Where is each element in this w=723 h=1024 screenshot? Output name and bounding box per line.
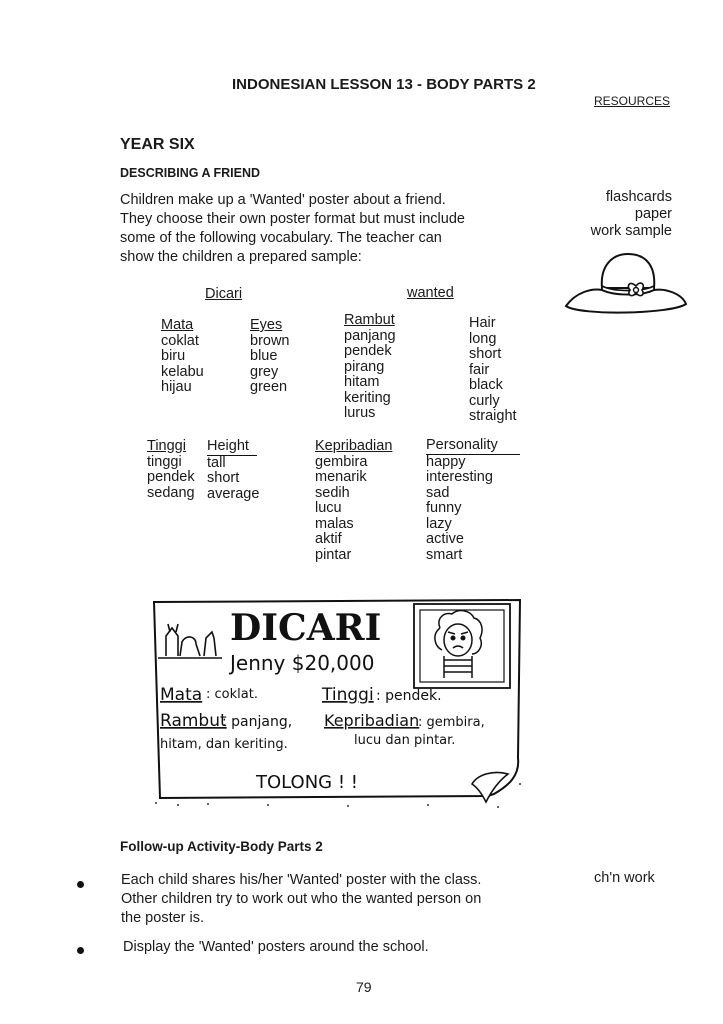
vocab-height-column: [207, 439, 259, 502]
poster-rambut-label: Rambut: [160, 711, 227, 731]
vocab-word: straight: [469, 408, 517, 424]
vocab-word: sad: [426, 484, 450, 501]
vocab-word: tinggi: [147, 453, 182, 470]
vocab-word: short: [469, 346, 502, 362]
bullet-line: Other children try to work out who the wanted person on: [121, 891, 482, 907]
poster-kepribadian-value: : gembira,: [418, 715, 485, 730]
vocab-word: active: [426, 531, 464, 547]
followup-resource: ch'n work: [594, 870, 655, 886]
vocab-word: fair: [469, 361, 490, 378]
description-line: They choose their own poster format but must include: [120, 211, 465, 227]
vocab-word: hijau: [161, 379, 192, 395]
vocab-column-header: Height: [207, 439, 257, 456]
vocab-word: smart: [426, 546, 463, 563]
vocab-word: malas: [315, 515, 354, 532]
vocab-word: green: [250, 379, 288, 395]
vocab-word: lurus: [344, 405, 376, 421]
vocab-word: average: [207, 485, 260, 502]
hat-icon: [562, 250, 690, 318]
vocab-word: lazy: [426, 515, 452, 532]
vocab-eyes-column: [250, 318, 290, 396]
vocab-word: biru: [161, 348, 186, 364]
poster-kepribadian-value-2: lucu dan pintar.: [354, 733, 456, 748]
vocab-column-header: Personality: [426, 438, 520, 455]
vocab-word: interesting: [426, 469, 493, 485]
poster-kepribadian-label: Kepribadian: [324, 711, 420, 730]
vocab-word: grey: [250, 363, 279, 380]
poster-name-reward: Jenny $20,000: [230, 651, 375, 675]
vocab-word: pintar: [315, 546, 352, 563]
vocab-word: pirang: [344, 358, 385, 375]
vocab-column-header: Rambut: [344, 312, 395, 328]
followup-bullet-2: Display the 'Wanted' posters around the school.: [123, 939, 429, 955]
vocab-word: short: [207, 470, 240, 486]
resources-list: [560, 189, 672, 240]
activity-description: [120, 191, 540, 267]
vocab-column-header: Hair: [469, 315, 496, 331]
poster-rambut-value-2: hitam, dan keriting.: [160, 737, 288, 752]
resource-item: paper: [634, 206, 672, 222]
vocab-word: happy: [426, 453, 466, 470]
page-number: 79: [356, 979, 372, 995]
vocab-word: pendek: [147, 469, 195, 485]
vocab-mata-column: [161, 318, 204, 396]
bullet-line: Each child shares his/her 'Wanted' poster with the class.: [121, 872, 482, 888]
vocab-word: hitam: [344, 374, 380, 390]
vocab-word: pendek: [344, 343, 392, 359]
vocab-word: sedang: [147, 484, 195, 501]
vocab-column-header: Mata: [161, 317, 194, 333]
vocab-word: black: [469, 377, 503, 393]
resource-item: work sample: [590, 223, 672, 239]
poster-title: DICARI: [230, 607, 382, 649]
vocab-column-header: Kepribadian: [315, 438, 393, 454]
poster-tinggi-value: : pendek.: [376, 688, 442, 704]
vocab-word: tall: [207, 454, 226, 471]
vocab-dicari-label: Dicari: [205, 286, 243, 302]
activity-subtitle: DESCRIBING A FRIEND: [120, 166, 261, 180]
poster-mata-value: : coklat.: [206, 687, 258, 702]
vocab-column-header: Tinggi: [147, 438, 186, 454]
vocab-word: long: [469, 330, 497, 347]
vocab-column-header: Eyes: [250, 317, 283, 333]
description-line: some of the following vocabulary. The teacher can: [120, 230, 442, 246]
bullet-icon: [77, 947, 84, 954]
vocab-wanted-label: wanted: [407, 285, 454, 301]
year-heading: YEAR SIX: [120, 136, 195, 153]
vocab-word: lucu: [315, 500, 342, 516]
description-line: show the children a prepared sample:: [120, 249, 362, 265]
vocab-word: brown: [250, 332, 290, 349]
vocab-word: sedih: [315, 484, 350, 501]
vocab-word: kelabu: [161, 363, 204, 380]
wanted-poster: [148, 598, 528, 810]
followup-bullet-1: [121, 871, 541, 928]
vocab-word: curly: [469, 392, 500, 409]
vocab-word: coklat: [161, 332, 199, 349]
bullet-icon: [77, 881, 84, 888]
resources-heading: RESOURCES: [594, 94, 671, 108]
page-title: INDONESIAN LESSON 13 - BODY PARTS 2: [232, 76, 536, 93]
vocab-personality-column: [426, 438, 520, 563]
vocab-word: funny: [426, 500, 462, 516]
followup-title: Follow-up Activity-Body Parts 2: [120, 839, 323, 854]
vocab-word: blue: [250, 348, 278, 364]
vocab-word: menarik: [315, 469, 367, 485]
vocab-word: keriting: [344, 389, 391, 406]
resource-item: flashcards: [605, 189, 672, 205]
vocab-word: gembira: [315, 453, 368, 470]
description-line: Children make up a 'Wanted' poster about a friend.: [120, 192, 446, 208]
bullet-line: the poster is.: [121, 910, 205, 926]
poster-plea: TOLONG ! !: [256, 772, 359, 793]
poster-tinggi-label: Tinggi: [322, 685, 374, 705]
vocab-word: aktif: [315, 531, 342, 547]
poster-mata-label: Mata: [160, 685, 203, 705]
vocab-kepribadian-column: [315, 439, 392, 563]
vocab-rambut-column: [344, 313, 396, 422]
poster-rambut-value: : panjang,: [222, 714, 293, 730]
vocab-hair-column: [469, 316, 517, 425]
vocab-tinggi-column: [147, 439, 195, 501]
vocab-word: panjang: [344, 327, 396, 344]
